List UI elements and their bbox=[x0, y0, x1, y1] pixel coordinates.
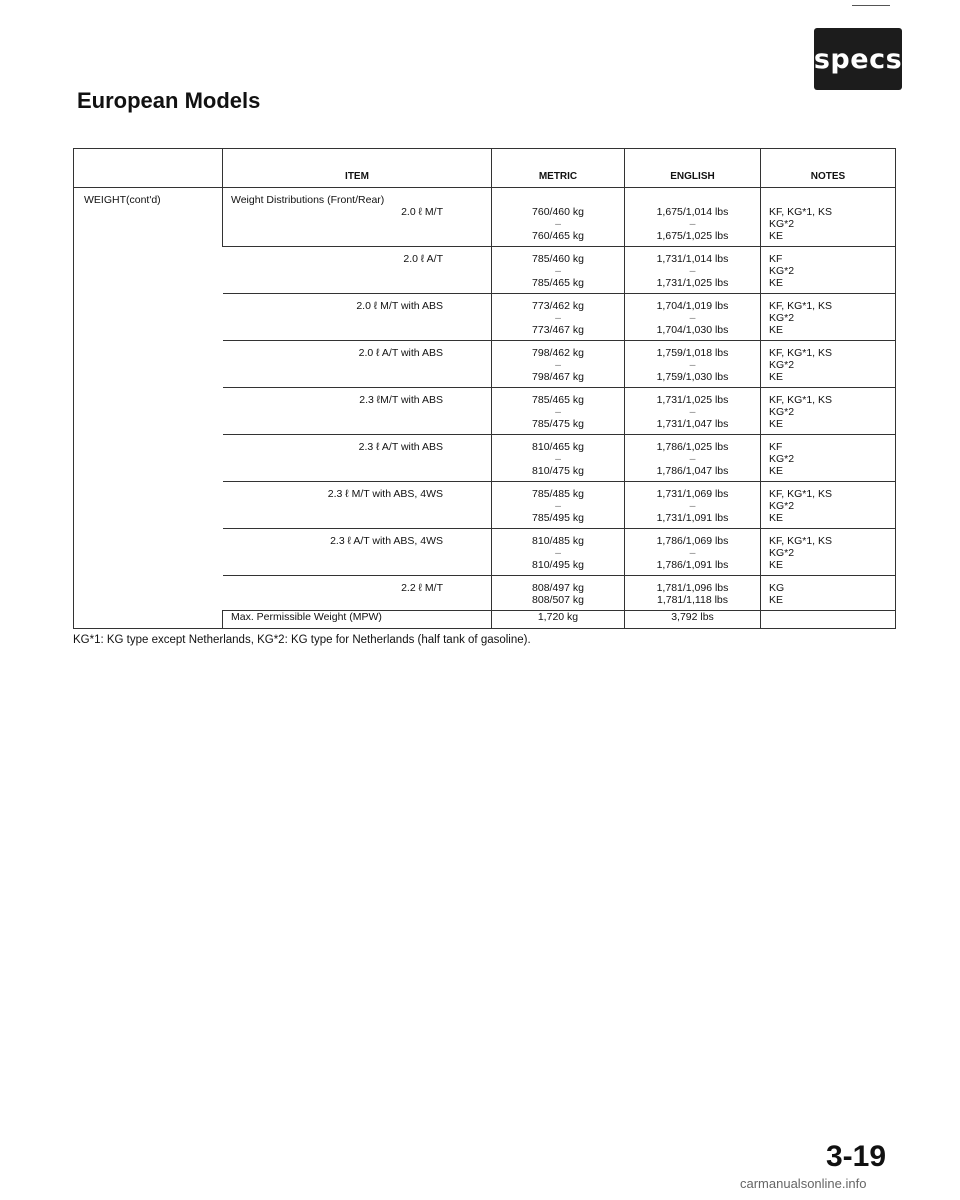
metric-line: – bbox=[555, 547, 561, 559]
metric-line: 810/495 kg bbox=[532, 559, 584, 571]
metric-line: 798/462 kg bbox=[532, 347, 584, 359]
metric-line: 798/467 kg bbox=[532, 371, 584, 383]
metric-line: 810/475 kg bbox=[532, 465, 584, 477]
metric-line: – bbox=[555, 453, 561, 465]
metric-line: 785/475 kg bbox=[532, 418, 584, 430]
notes-line: KE bbox=[769, 418, 784, 430]
metric-line: – bbox=[555, 406, 561, 418]
english-line: 1,731/1,025 lbs bbox=[656, 394, 729, 406]
english-cell bbox=[625, 388, 761, 435]
item-cell bbox=[223, 576, 492, 611]
notes-cell bbox=[761, 341, 896, 388]
notes-stack bbox=[769, 388, 895, 434]
metric-spacer bbox=[492, 188, 624, 200]
english-line: 1,731/1,025 lbs bbox=[656, 277, 729, 289]
header-item: ITEM bbox=[223, 165, 492, 188]
watermark: carmanualsonline.info bbox=[740, 1176, 867, 1191]
item-label: 2.0 ℓ M/T bbox=[401, 206, 443, 218]
english-stack bbox=[625, 200, 760, 246]
english-line: 1,675/1,014 lbs bbox=[656, 206, 729, 218]
item-label: 2.0 ℓ A/T bbox=[403, 253, 443, 265]
notes-line: KE bbox=[769, 230, 784, 242]
notes-stack bbox=[769, 576, 895, 610]
english-spacer bbox=[625, 188, 760, 200]
english-stack bbox=[625, 482, 760, 528]
metric-line: 773/462 kg bbox=[532, 300, 584, 312]
english-stack bbox=[625, 529, 760, 575]
english-line: 1,781/1,096 lbs bbox=[656, 582, 729, 594]
page-number: 3-19 bbox=[826, 1140, 887, 1173]
item-stack bbox=[223, 435, 444, 457]
notes-stack bbox=[769, 529, 895, 575]
item-cell bbox=[223, 294, 492, 341]
notes-cell bbox=[761, 482, 896, 529]
metric-line: 773/467 kg bbox=[532, 324, 584, 336]
mpw-item: Max. Permissible Weight (MPW) bbox=[223, 611, 492, 629]
notes-stack bbox=[769, 435, 895, 481]
item-stack bbox=[223, 482, 444, 504]
notes-line: KG*2 bbox=[769, 453, 795, 465]
english-stack bbox=[625, 435, 760, 481]
notes-line: KF, KG*1, KS bbox=[769, 300, 833, 312]
notes-line: KF, KG*1, KS bbox=[769, 535, 833, 547]
english-line: – bbox=[689, 312, 696, 324]
english-line: – bbox=[689, 218, 696, 230]
metric-stack bbox=[492, 200, 624, 246]
metric-line: 810/485 kg bbox=[532, 535, 584, 547]
metric-line: 785/465 kg bbox=[532, 394, 584, 406]
metric-cell bbox=[492, 247, 625, 294]
notes-stack bbox=[769, 247, 895, 293]
header-english: ENGLISH bbox=[625, 165, 761, 188]
metric-line: 808/507 kg bbox=[532, 594, 584, 606]
item-cell bbox=[223, 529, 492, 576]
item-label: 2.0 ℓ M/T with ABS bbox=[356, 300, 443, 312]
item-stack bbox=[223, 247, 444, 269]
english-cell bbox=[625, 482, 761, 529]
item-label: 2.3 ℓ A/T with ABS, 4WS bbox=[330, 535, 443, 547]
english-stack bbox=[625, 341, 760, 387]
metric-line: – bbox=[555, 359, 561, 371]
metric-stack bbox=[492, 294, 624, 340]
english-line: 1,731/1,047 lbs bbox=[656, 418, 729, 430]
item-stack bbox=[223, 188, 443, 222]
header-spacer-row bbox=[74, 149, 896, 166]
notes-stack bbox=[769, 294, 895, 340]
notes-line: KE bbox=[769, 594, 784, 606]
metric-line: 785/460 kg bbox=[532, 253, 584, 265]
item-label: 2.3 ℓ A/T with ABS bbox=[358, 441, 443, 453]
english-stack bbox=[625, 388, 760, 434]
item-stack bbox=[223, 341, 444, 363]
metric-stack bbox=[492, 576, 624, 610]
notes-cell bbox=[761, 294, 896, 341]
english-cell bbox=[625, 188, 761, 247]
item-label: 2.2 ℓ M/T bbox=[401, 582, 443, 594]
notes-line: KG*2 bbox=[769, 359, 795, 371]
metric-cell bbox=[492, 188, 625, 247]
mpw-category-cell bbox=[74, 611, 223, 629]
metric-cell bbox=[492, 388, 625, 435]
notes-spacer bbox=[769, 188, 895, 200]
english-stack bbox=[625, 247, 760, 293]
notes-line: KG*2 bbox=[769, 265, 795, 277]
metric-line: 808/497 kg bbox=[532, 582, 584, 594]
metric-line: 785/465 kg bbox=[532, 277, 584, 289]
weight-spec-table bbox=[73, 148, 896, 629]
item-cell bbox=[223, 388, 492, 435]
specs-badge: specs bbox=[814, 28, 902, 90]
metric-line: 760/465 kg bbox=[532, 230, 584, 242]
notes-line: KE bbox=[769, 512, 784, 524]
metric-stack bbox=[492, 529, 624, 575]
item-cell bbox=[223, 341, 492, 388]
notes-cell bbox=[761, 188, 896, 247]
metric-line: – bbox=[555, 312, 561, 324]
english-cell bbox=[625, 294, 761, 341]
notes-cell bbox=[761, 247, 896, 294]
item-label: 2.3 ℓ M/T with ABS, 4WS bbox=[327, 488, 443, 500]
item-label: 2.0 ℓ A/T with ABS bbox=[358, 347, 443, 359]
notes-line: KF, KG*1, KS bbox=[769, 206, 833, 218]
english-line: 1,759/1,018 lbs bbox=[656, 347, 729, 359]
top-rule bbox=[852, 5, 890, 6]
metric-cell bbox=[492, 482, 625, 529]
metric-line: 760/460 kg bbox=[532, 206, 584, 218]
item-cell bbox=[223, 188, 492, 247]
footnote: KG*1: KG type except Netherlands, KG*2: KG type for Netherlands (half tank of gasoline). bbox=[73, 634, 531, 646]
notes-line: KE bbox=[769, 371, 784, 383]
metric-line: 785/485 kg bbox=[532, 488, 584, 500]
metric-line: – bbox=[555, 500, 561, 512]
mpw-english: 3,792 lbs bbox=[625, 611, 761, 629]
notes-line: KE bbox=[769, 465, 784, 477]
notes-line: KE bbox=[769, 324, 784, 336]
table-header-row bbox=[74, 165, 896, 188]
item-cell bbox=[223, 482, 492, 529]
metric-line: 810/465 kg bbox=[532, 441, 584, 453]
english-line: 1,786/1,047 lbs bbox=[656, 465, 729, 477]
english-line: – bbox=[689, 547, 696, 559]
metric-line: – bbox=[555, 265, 561, 277]
notes-line: KF, KG*1, KS bbox=[769, 394, 833, 406]
metric-line: 785/495 kg bbox=[532, 512, 584, 524]
metric-cell bbox=[492, 576, 625, 611]
english-line: – bbox=[689, 359, 696, 371]
mpw-metric: 1,720 kg bbox=[492, 611, 625, 629]
item-stack bbox=[223, 529, 444, 551]
notes-line: KG*2 bbox=[769, 500, 795, 512]
item-stack bbox=[223, 388, 444, 410]
item-cell bbox=[223, 435, 492, 482]
header-notes: NOTES bbox=[761, 165, 896, 188]
metric-cell bbox=[492, 341, 625, 388]
notes-line: KF, KG*1, KS bbox=[769, 347, 833, 359]
notes-line: KG*2 bbox=[769, 218, 795, 230]
header-metric: METRIC bbox=[492, 165, 625, 188]
english-line: 1,731/1,014 lbs bbox=[656, 253, 729, 265]
metric-stack bbox=[492, 341, 624, 387]
item-cell bbox=[223, 247, 492, 294]
item-stack bbox=[223, 294, 444, 316]
notes-line: KE bbox=[769, 559, 784, 571]
notes-stack bbox=[769, 200, 895, 246]
notes-line: KG*2 bbox=[769, 547, 795, 559]
english-line: 1,786/1,091 lbs bbox=[656, 559, 729, 571]
notes-line: KG*2 bbox=[769, 406, 795, 418]
notes-cell bbox=[761, 388, 896, 435]
category-cell: WEIGHT(cont'd) bbox=[84, 194, 161, 206]
notes-line: KE bbox=[769, 277, 784, 289]
metric-cell bbox=[492, 294, 625, 341]
english-cell bbox=[625, 529, 761, 576]
metric-cell bbox=[492, 529, 625, 576]
english-cell bbox=[625, 576, 761, 611]
english-stack bbox=[625, 576, 760, 610]
english-cell bbox=[625, 247, 761, 294]
notes-cell bbox=[761, 576, 896, 611]
english-line: 1,731/1,069 lbs bbox=[656, 488, 729, 500]
notes-cell bbox=[761, 529, 896, 576]
metric-cell bbox=[492, 435, 625, 482]
english-line: – bbox=[689, 265, 696, 277]
english-line: 1,675/1,025 lbs bbox=[656, 230, 729, 242]
english-line: – bbox=[689, 453, 696, 465]
mpw-row bbox=[74, 611, 896, 629]
english-cell bbox=[625, 341, 761, 388]
metric-stack bbox=[492, 247, 624, 293]
notes-line: KG bbox=[769, 582, 785, 594]
notes-cell bbox=[761, 435, 896, 482]
metric-stack bbox=[492, 388, 624, 434]
weight-distribution-title: Weight Distributions (Front/Rear) bbox=[231, 194, 385, 206]
notes-line: KG*2 bbox=[769, 312, 795, 324]
english-line: 1,786/1,069 lbs bbox=[656, 535, 729, 547]
notes-line: KF bbox=[769, 253, 783, 265]
english-line: 1,704/1,030 lbs bbox=[656, 324, 729, 336]
page-title: European Models bbox=[77, 88, 261, 113]
english-line: 1,731/1,091 lbs bbox=[656, 512, 729, 524]
notes-stack bbox=[769, 482, 895, 528]
metric-stack bbox=[492, 482, 624, 528]
item-label: 2.3 ℓM/T with ABS bbox=[359, 394, 443, 406]
table-row bbox=[74, 188, 896, 247]
header-category bbox=[74, 165, 223, 188]
english-line: 1,759/1,030 lbs bbox=[656, 371, 729, 383]
notes-line: KF bbox=[769, 441, 783, 453]
notes-stack bbox=[769, 341, 895, 387]
english-line: – bbox=[689, 500, 696, 512]
mpw-notes bbox=[761, 611, 896, 629]
english-line: 1,781/1,118 lbs bbox=[656, 594, 729, 606]
english-cell bbox=[625, 435, 761, 482]
notes-line: KF, KG*1, KS bbox=[769, 488, 833, 500]
english-line: 1,786/1,025 lbs bbox=[656, 441, 729, 453]
metric-stack bbox=[492, 435, 624, 481]
metric-line: – bbox=[555, 218, 561, 230]
english-line: 1,704/1,019 lbs bbox=[656, 300, 729, 312]
english-stack bbox=[625, 294, 760, 340]
english-line: – bbox=[689, 406, 696, 418]
item-stack bbox=[223, 576, 444, 598]
